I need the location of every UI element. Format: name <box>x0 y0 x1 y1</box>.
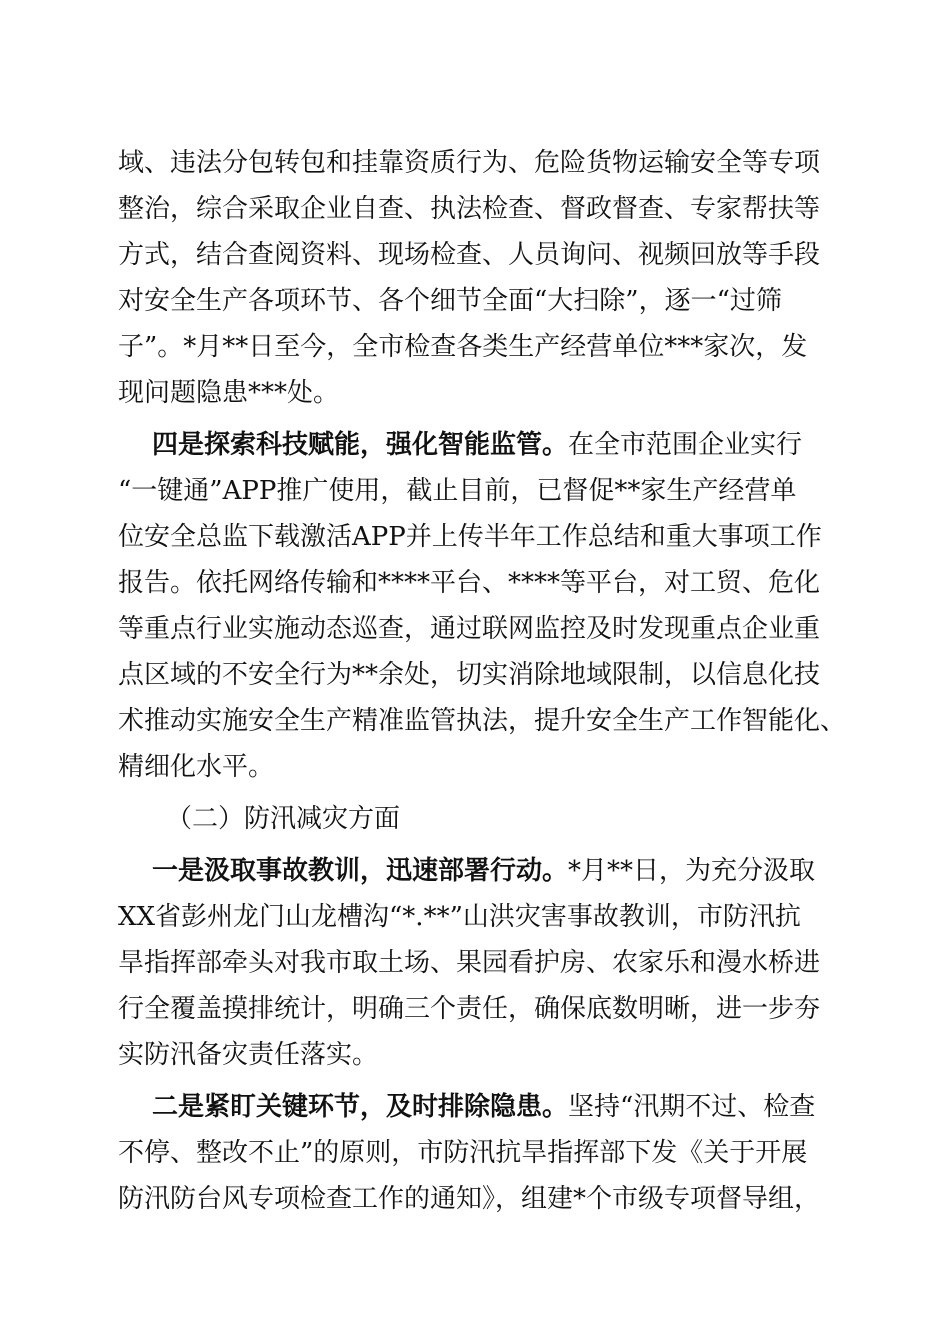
paragraph-lessons <box>118 848 838 1078</box>
text-line: 对安全生产各项环节、各个细节全面“大扫除”，逐一“过筛 <box>118 286 782 316</box>
text-line: 精细化水平。 <box>118 752 275 782</box>
paragraph-tech-empowerment <box>118 422 847 790</box>
text-line: 等重点行业实施动态巡查，通过联网监控及时发现重点企业重 <box>118 614 821 644</box>
text-line: 位安全总监下载激活APP并上传半年工作总结和重大事项工作 <box>118 522 822 552</box>
paragraph-rectification <box>118 140 838 416</box>
text-line: “一键通”APP推广使用，截止目前，已督促**家生产经营单 <box>118 476 797 506</box>
text-line: 子”。*月**日至今，全市检查各类生产经营单位***家次，发 <box>118 332 808 362</box>
paragraph-lead-rest: *月**日，为充分汲取 <box>568 856 816 886</box>
text-line <box>118 1084 838 1130</box>
paragraph-key-links <box>118 1084 838 1222</box>
text-line: 不停、整改不止”的原则，市防汛抗旱指挥部下发《关于开展 <box>118 1138 808 1168</box>
text-line: 旱指挥部牵头对我市取土场、果园看护房、农家乐和漫水桥进 <box>118 948 821 978</box>
section-heading: （二）防汛减灾方面 <box>166 804 401 834</box>
text-line: 方式，结合查阅资料、现场检查、人员询问、视频回放等手段 <box>118 240 821 270</box>
paragraph-lead: 二是紧盯关键环节，及时排除隐患。 <box>152 1092 569 1122</box>
text-line: 报告。依托网络传输和****平台、****等平台，对工贸、危化 <box>118 568 821 598</box>
text-line: 术推动实施安全生产精准监管执法，提升安全生产工作智能化、 <box>118 706 847 736</box>
text-line <box>118 422 838 468</box>
text-line: 现问题隐患***处。 <box>118 378 340 408</box>
paragraph-lead-rest: 坚持“汛期不过、检查 <box>568 1092 816 1122</box>
text-line: 整治，综合采取企业自查、执法检查、督政督查、专家帮扶等 <box>118 194 821 224</box>
text-line: 行全覆盖摸排统计，明确三个责任，确保底数明晰，进一步夯 <box>118 994 821 1024</box>
document-body <box>118 140 847 1222</box>
paragraph-lead: 一是汲取事故教训，迅速部署行动。 <box>152 856 569 886</box>
text-line: 防汛防台风专项检查工作的通知》，组建*个市级专项督导组， <box>118 1184 821 1214</box>
text-line <box>118 848 838 894</box>
paragraph-lead-rest: 在全市范围企业实行 <box>568 430 803 460</box>
text-line: 实防汛备灾责任落实。 <box>118 1040 379 1070</box>
text-line: 点区域的不安全行为**余处，切实消除地域限制，以信息化技 <box>118 660 821 690</box>
text-line: XX省彭州龙门山龙槽沟“*.**”山洪灾害事故教训，市防汛抗 <box>118 902 801 932</box>
text-line: 域、违法分包转包和挂靠资质行为、危险货物运输安全等专项 <box>118 148 821 178</box>
paragraph-lead: 四是探索科技赋能，强化智能监管。 <box>152 430 569 460</box>
